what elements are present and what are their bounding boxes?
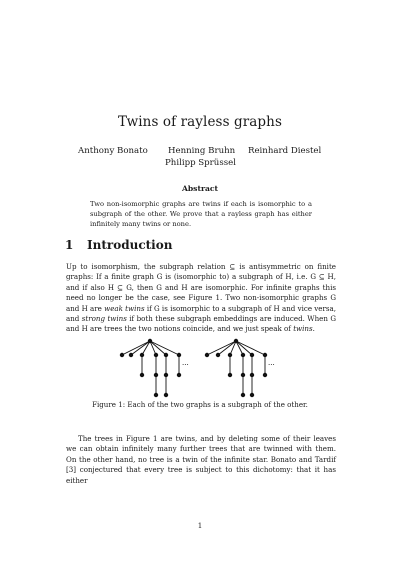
ellipsis-right: ... [268,359,275,367]
intro-paragraph-1 [66,262,336,335]
section-number: 1 [65,238,74,252]
figure-caption: Figure 1: Each of the two graphs is a subgraph of the other. [92,400,308,409]
intro-paragraph-2: The trees in Figure 1 are twins, and by deleting some of their leaves we can obtain infinitely many further trees that are twinned with them. On the other hand, no tree is a twin of the infinite star. Bonato and Tardif [3] conjectured that every tree is subject to this dichotomy: that it has either [66,434,336,485]
page-number: 1 [197,521,203,530]
author-1: Anthony Bonato [78,146,148,156]
author-4: Philipp Sprüssel [165,158,236,168]
abstract-text: Two non-isomorphic graphs are twins if each is isomorphic to a subgraph of the other. We prove that a rayless graph has either infinitely many twins or none. [90,200,312,229]
author-2: Henning Bruhn [168,146,236,156]
term-weak-twins: weak twins [104,303,145,313]
p1-text-b: if G is isomorphic to a subgraph of H and vice versa, and [66,303,337,324]
term-strong-twins: strong twins [81,314,127,324]
tree-right-nodes [205,339,267,397]
abstract-heading: Abstract [181,184,219,193]
p1-text-c: if both these subgraph embeddings are induced. When G and H are trees the two notions coincide, and we just speak of [66,314,337,334]
tree-left [122,341,179,395]
tree-left-nodes [120,339,181,397]
p1-text-d: . [312,324,315,334]
term-twins: twins [293,324,313,334]
section-title: Introduction [87,238,173,252]
author-3: Reinhard Diestel [248,146,322,156]
tree-right [207,341,265,395]
p1-text-a: Up to isomorphism, the subgraph relation ⊆ is antisymmetric on finite graphs: If a finite graph G is (isomorphic to) a subgraph of H, i.e. G ⊆ H, and if also H ⊆ G, then G and H are isomorphic. For infinite graphs this need no longer be the case, see Figure 1. Two non-isomorphic graphs G and H are [66,262,336,313]
ellipsis-left: ... [182,359,189,367]
section-heading [65,238,172,252]
paper-title: Twins of rayless graphs [117,114,283,130]
